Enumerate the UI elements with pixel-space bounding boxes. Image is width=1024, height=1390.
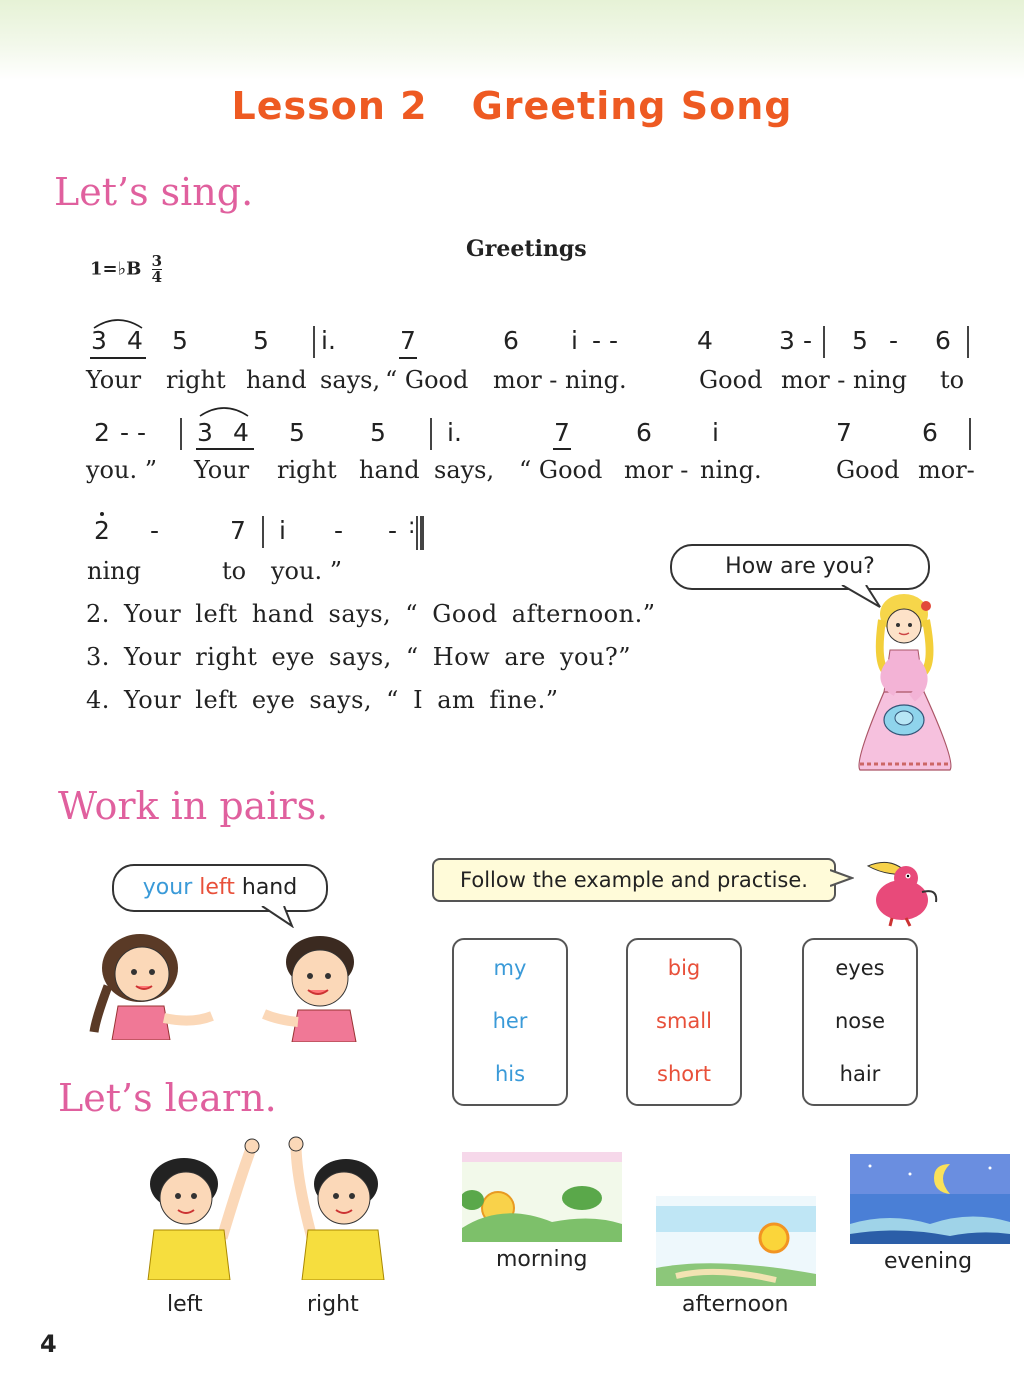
card-word: nose xyxy=(834,1009,886,1033)
card-word: big xyxy=(667,956,701,980)
bar-line xyxy=(416,516,418,550)
card-word: his xyxy=(494,1062,526,1086)
song-key xyxy=(90,254,162,285)
lyric: Good xyxy=(836,456,900,484)
note: - xyxy=(150,516,160,545)
lyric: ning xyxy=(87,557,141,585)
underline xyxy=(196,448,254,450)
lyric: ning. xyxy=(700,456,762,484)
note: - - xyxy=(592,326,618,355)
bubble-text: How are you? xyxy=(725,554,875,579)
boy-raising-right-illustration xyxy=(284,1134,394,1280)
page-number: 4 xyxy=(40,1330,57,1358)
card-word: my xyxy=(493,956,527,980)
note: i. xyxy=(447,418,462,447)
bar-line xyxy=(969,418,971,450)
repeat-dots: : xyxy=(408,514,416,539)
end-bar-line xyxy=(420,516,424,550)
lyric: “ Good xyxy=(519,456,603,484)
note: 7 xyxy=(230,516,246,545)
section-lets-sing: Let’s sing. xyxy=(54,170,254,214)
lesson-name: Greeting Song xyxy=(471,84,793,128)
boy-kid-illustration xyxy=(258,930,368,1042)
note: 7 xyxy=(836,418,852,447)
verse-3: 3. Your right eye says, “ How are you?” xyxy=(86,643,632,671)
note: i xyxy=(571,326,578,355)
note: - xyxy=(388,516,398,545)
underline xyxy=(90,357,146,359)
evening-scene xyxy=(850,1154,1010,1244)
time-top: 3 xyxy=(151,252,163,270)
lyric: mor - xyxy=(624,456,689,484)
note: 5 xyxy=(289,418,305,447)
note: 3 xyxy=(779,326,795,355)
card-word: hair xyxy=(839,1062,881,1086)
card-word: small xyxy=(656,1009,712,1033)
note: 3 xyxy=(197,418,213,447)
note: 5 xyxy=(370,418,386,447)
bubble-word-your: your xyxy=(142,875,193,900)
note: 3 xyxy=(91,326,107,355)
instruction-box xyxy=(432,858,836,902)
boy-raising-left-illustration xyxy=(140,1138,260,1280)
card-adjectives xyxy=(626,938,742,1106)
note: - xyxy=(803,326,813,355)
section-lets-learn: Let’s learn. xyxy=(58,1076,277,1120)
note: 4 xyxy=(127,326,143,355)
lyric: you. ” xyxy=(271,557,342,585)
instruction-text: Follow the example and practise. xyxy=(460,868,808,892)
card-word: her xyxy=(492,1009,528,1033)
note: - xyxy=(889,326,899,355)
note: i xyxy=(712,418,719,447)
note: i. xyxy=(321,326,336,355)
note: - xyxy=(334,516,344,545)
note: 7 xyxy=(400,326,416,355)
lyric: “ Good xyxy=(385,366,469,394)
lyric: says, xyxy=(320,366,381,394)
time-signature xyxy=(152,254,162,285)
label-afternoon: afternoon xyxy=(682,1292,789,1317)
lyric: says, xyxy=(434,456,495,484)
lyric: Good xyxy=(699,366,763,394)
bar-line xyxy=(823,326,825,358)
song-title: Greetings xyxy=(466,236,587,262)
verse-2: 2. Your left hand says, “ Good afternoon.” xyxy=(86,600,656,628)
bar-line xyxy=(313,326,315,358)
underline xyxy=(399,357,417,359)
note: i xyxy=(279,516,286,545)
lyric: mor- xyxy=(918,456,975,484)
lyric: to xyxy=(222,557,247,585)
label-right: right xyxy=(307,1292,359,1317)
bubble-word-left: left xyxy=(199,875,235,900)
note: 7 xyxy=(554,418,570,447)
speech-bubble-pair xyxy=(112,864,328,912)
afternoon-scene xyxy=(656,1196,816,1286)
bubble-word-hand: hand xyxy=(241,875,298,900)
lyric: Your xyxy=(194,456,250,484)
note: 4 xyxy=(233,418,249,447)
lyric: Your xyxy=(86,366,142,394)
lyric: mor - ning xyxy=(781,366,907,394)
slur-2 xyxy=(198,404,250,418)
section-work-in-pairs: Work in pairs. xyxy=(58,784,329,828)
note: 4 xyxy=(697,326,713,355)
card-word: short xyxy=(657,1062,711,1086)
note: 5 xyxy=(172,326,188,355)
lyric: hand xyxy=(359,456,420,484)
card-nouns xyxy=(802,938,918,1106)
bar-line xyxy=(430,418,432,450)
lyric: hand xyxy=(246,366,307,394)
girl-illustration xyxy=(846,592,962,782)
label-evening: evening xyxy=(884,1249,973,1274)
lyric: right xyxy=(277,456,337,484)
speech-bubble-girl xyxy=(670,544,930,590)
bar-line xyxy=(967,326,969,358)
note: 6 xyxy=(636,418,652,447)
lesson-title xyxy=(0,84,1024,128)
bubble-tail-pair xyxy=(260,906,300,928)
bar-line xyxy=(262,516,264,548)
lyric: to xyxy=(940,366,965,394)
bar-line xyxy=(180,418,182,450)
label-left: left xyxy=(167,1292,203,1317)
key-signature: 1=♭B xyxy=(90,258,142,280)
note: 6 xyxy=(503,326,519,355)
verse-4: 4. Your left eye says, “ I am fine.” xyxy=(86,686,559,714)
underline xyxy=(553,448,571,450)
girl-kid-illustration xyxy=(82,928,222,1040)
note: 5 xyxy=(852,326,868,355)
note: 5 xyxy=(253,326,269,355)
note: - - xyxy=(120,418,146,447)
card-word: eyes xyxy=(835,956,885,980)
instruction-tail xyxy=(830,868,854,888)
top-banner xyxy=(0,0,1024,80)
high-dot xyxy=(100,512,104,516)
lesson-number: Lesson 2 xyxy=(231,84,428,128)
morning-scene xyxy=(462,1152,622,1242)
label-morning: morning xyxy=(496,1247,588,1272)
note: 6 xyxy=(922,418,938,447)
lyric: right xyxy=(166,366,226,394)
lyric: mor - ning. xyxy=(493,366,627,394)
bird-illustration xyxy=(862,852,942,928)
time-bottom: 4 xyxy=(151,268,163,286)
note: 2 xyxy=(94,418,110,447)
lyric: you. ” xyxy=(86,456,157,484)
card-pronouns xyxy=(452,938,568,1106)
note: 2 xyxy=(94,516,110,545)
note: 6 xyxy=(935,326,951,355)
